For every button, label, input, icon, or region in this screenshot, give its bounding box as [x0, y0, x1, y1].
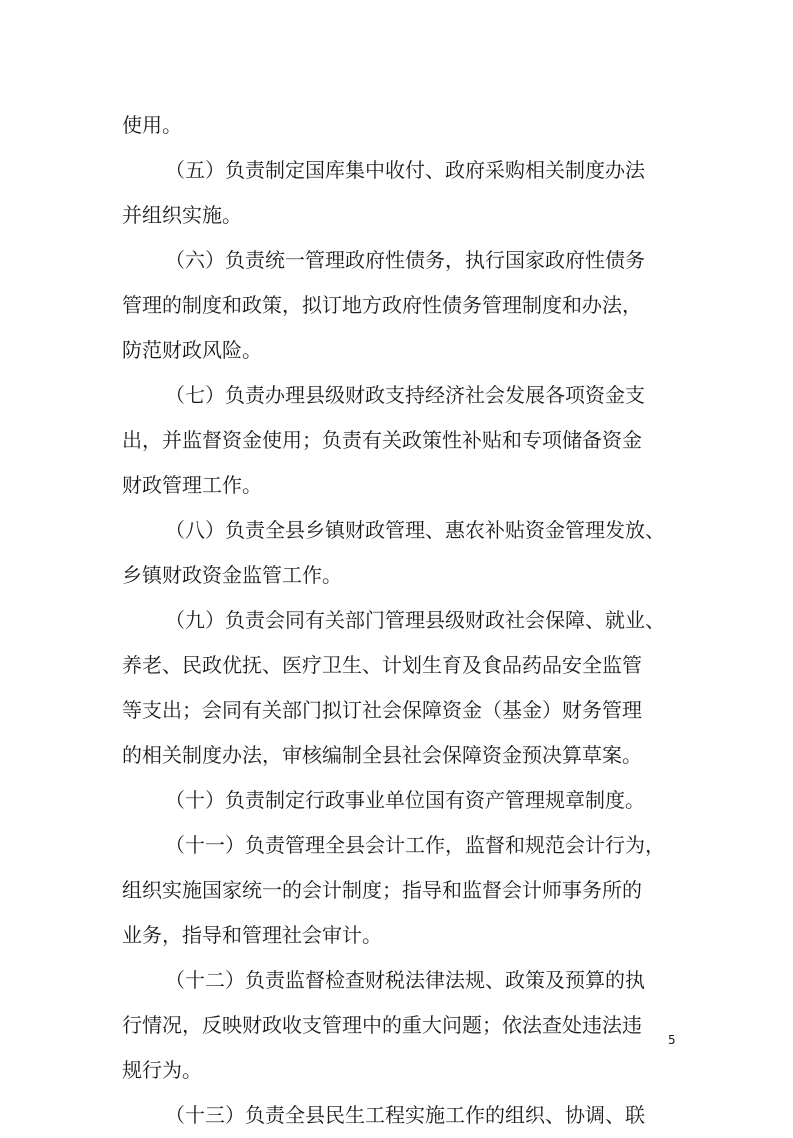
text-line: 业务，指导和管理社会审计。 [122, 923, 382, 947]
text-line: 的相关制度办法，审核编制全县社会保障资金预决算草案。 [122, 743, 642, 767]
text-line: 乡镇财政资金监管工作。 [122, 563, 342, 587]
paragraph-5-start: （五）负责制定国库集中收付、政府采购相关制度办法 [165, 158, 645, 182]
paragraph-12-start: （十二）负责监督检查财税法律法规、政策及预算的执 [165, 968, 645, 992]
page-number: 5 [668, 1033, 676, 1047]
text-line: 规行为。 [122, 1058, 202, 1082]
text-line: 管理的制度和政策，拟订地方政府性债务管理制度和办法， [122, 293, 642, 317]
paragraph-6-start: （六）负责统一管理政府性债务，执行国家政府性债务 [165, 248, 645, 272]
paragraph-10-start: （十）负责制定行政事业单位国有资产管理规章制度。 [165, 788, 645, 812]
text-line: 出，并监督资金使用；负责有关政策性补贴和专项储备资金 [122, 428, 642, 452]
text-line: 行情况，反映财政收支管理中的重大问题；依法查处违法违 [122, 1013, 642, 1037]
paragraph-9-start: （九）负责会同有关部门管理县级财政社会保障、就业、 [165, 608, 665, 632]
text-line: 组织实施国家统一的会计制度；指导和监督会计师事务所的 [122, 878, 642, 902]
text-line: 等支出；会同有关部门拟订社会保障资金（基金）财务管理 [122, 698, 642, 722]
text-line: 养老、民政优抚、医疗卫生、计划生育及食品药品安全监管 [122, 653, 642, 677]
paragraph-13-start: （十三）负责全县民生工程实施工作的组织、协调、联 [165, 1103, 645, 1127]
paragraph-11-start: （十一）负责管理全县会计工作，监督和规范会计行为， [165, 833, 665, 857]
paragraph-8-start: （八）负责全县乡镇财政管理、惠农补贴资金管理发放、 [165, 518, 665, 542]
text-line: 防范财政风险。 [122, 338, 262, 362]
paragraph-7-start: （七）负责办理县级财政支持经济社会发展各项资金支 [165, 383, 645, 407]
text-line: 财政管理工作。 [122, 473, 262, 497]
body-text [122, 103, 682, 1138]
text-line: 使用。 [122, 113, 182, 137]
text-line: 并组织实施。 [122, 203, 242, 227]
